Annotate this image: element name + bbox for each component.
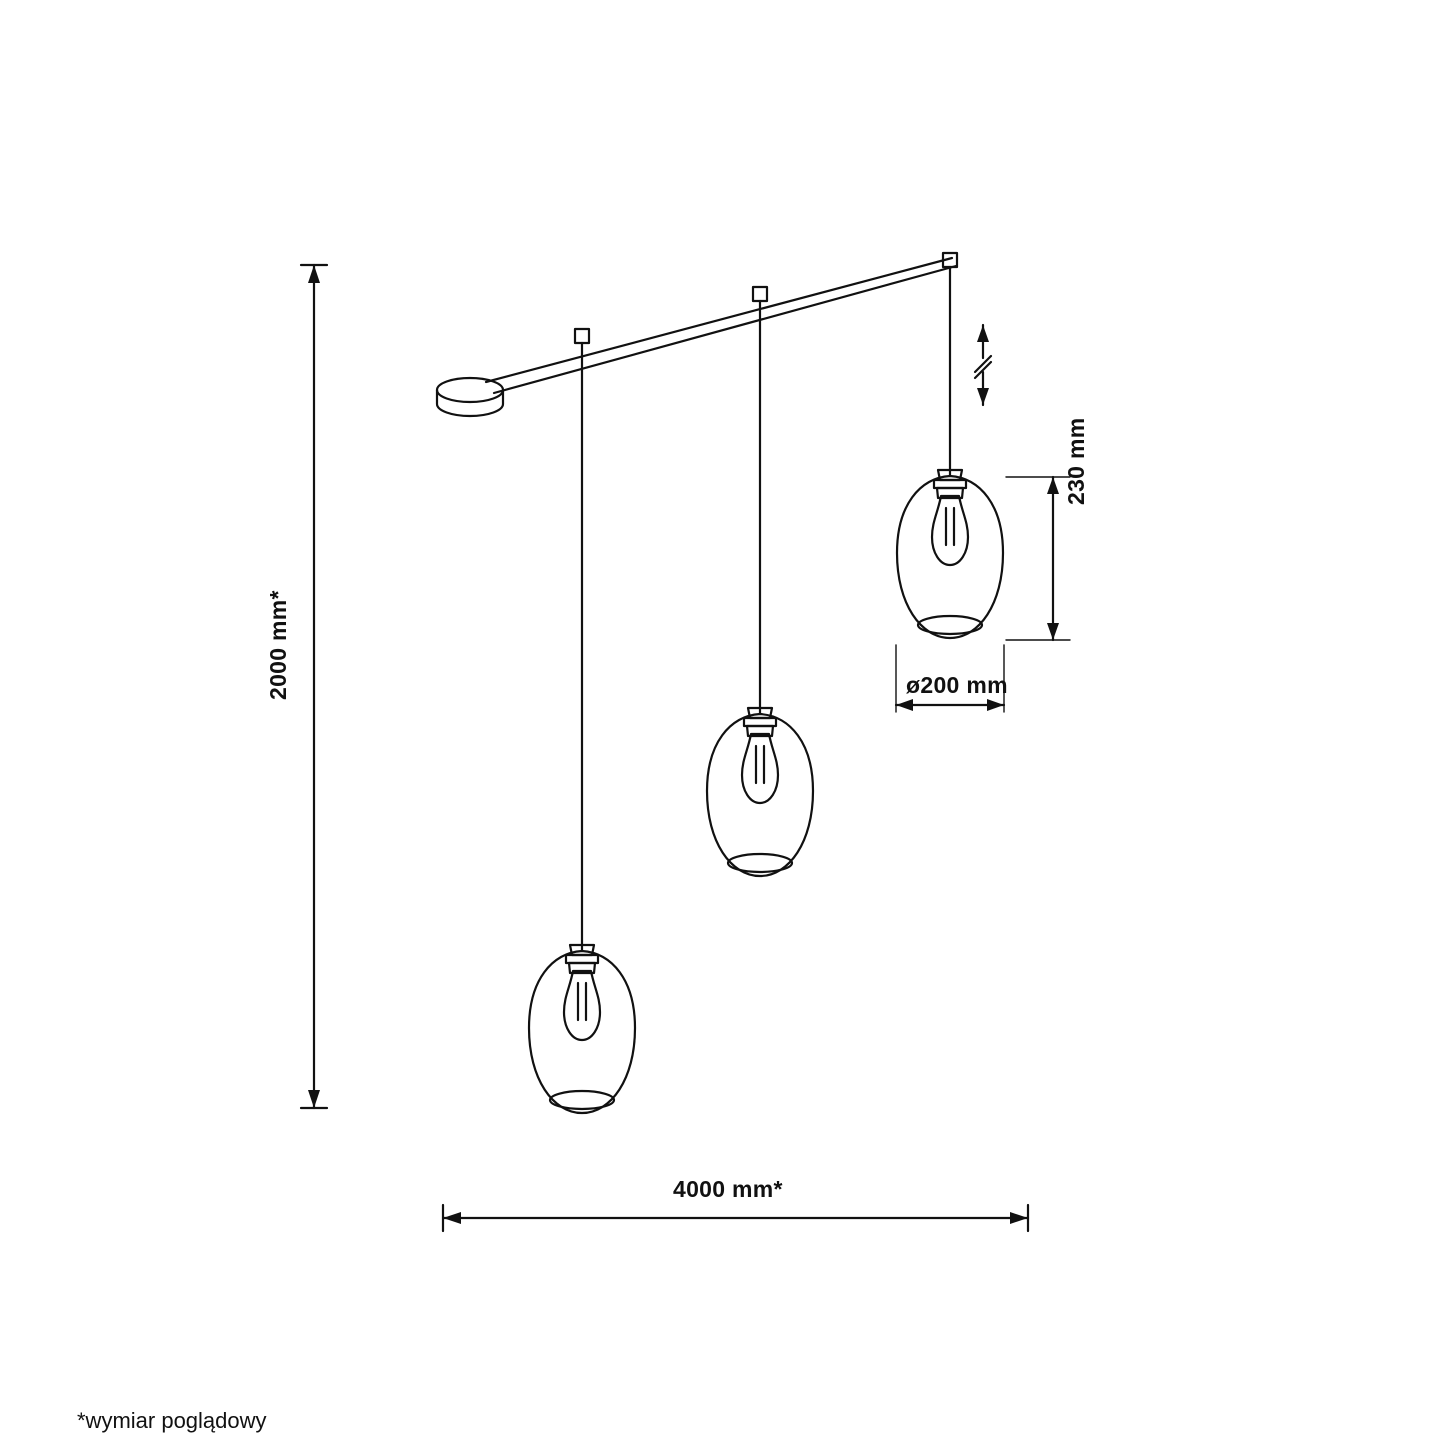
height-dimension-line	[301, 265, 327, 1108]
ceiling-plate	[437, 258, 956, 416]
adjustable-length-arrow	[975, 325, 991, 405]
footnote-text: *wymiar poglądowy	[77, 1408, 267, 1433]
pendant-shade-2	[707, 708, 813, 876]
width-dimension-label: 4000 mm*	[673, 1176, 783, 1202]
suspension-point-3	[943, 253, 957, 475]
pendant-shade-1	[529, 945, 635, 1113]
width-dimension-line	[443, 1205, 1028, 1231]
suspension-point-2	[753, 287, 767, 713]
suspension-point-1	[575, 329, 589, 950]
height-dimension-label: 2000 mm*	[265, 590, 291, 700]
pendant-shade-3	[897, 470, 1003, 638]
shade-height-dimension-label: 230 mm	[1063, 417, 1089, 505]
shade-height-dimension	[1006, 477, 1070, 640]
shade-diameter-dimension-label: ø200 mm	[906, 672, 1008, 698]
